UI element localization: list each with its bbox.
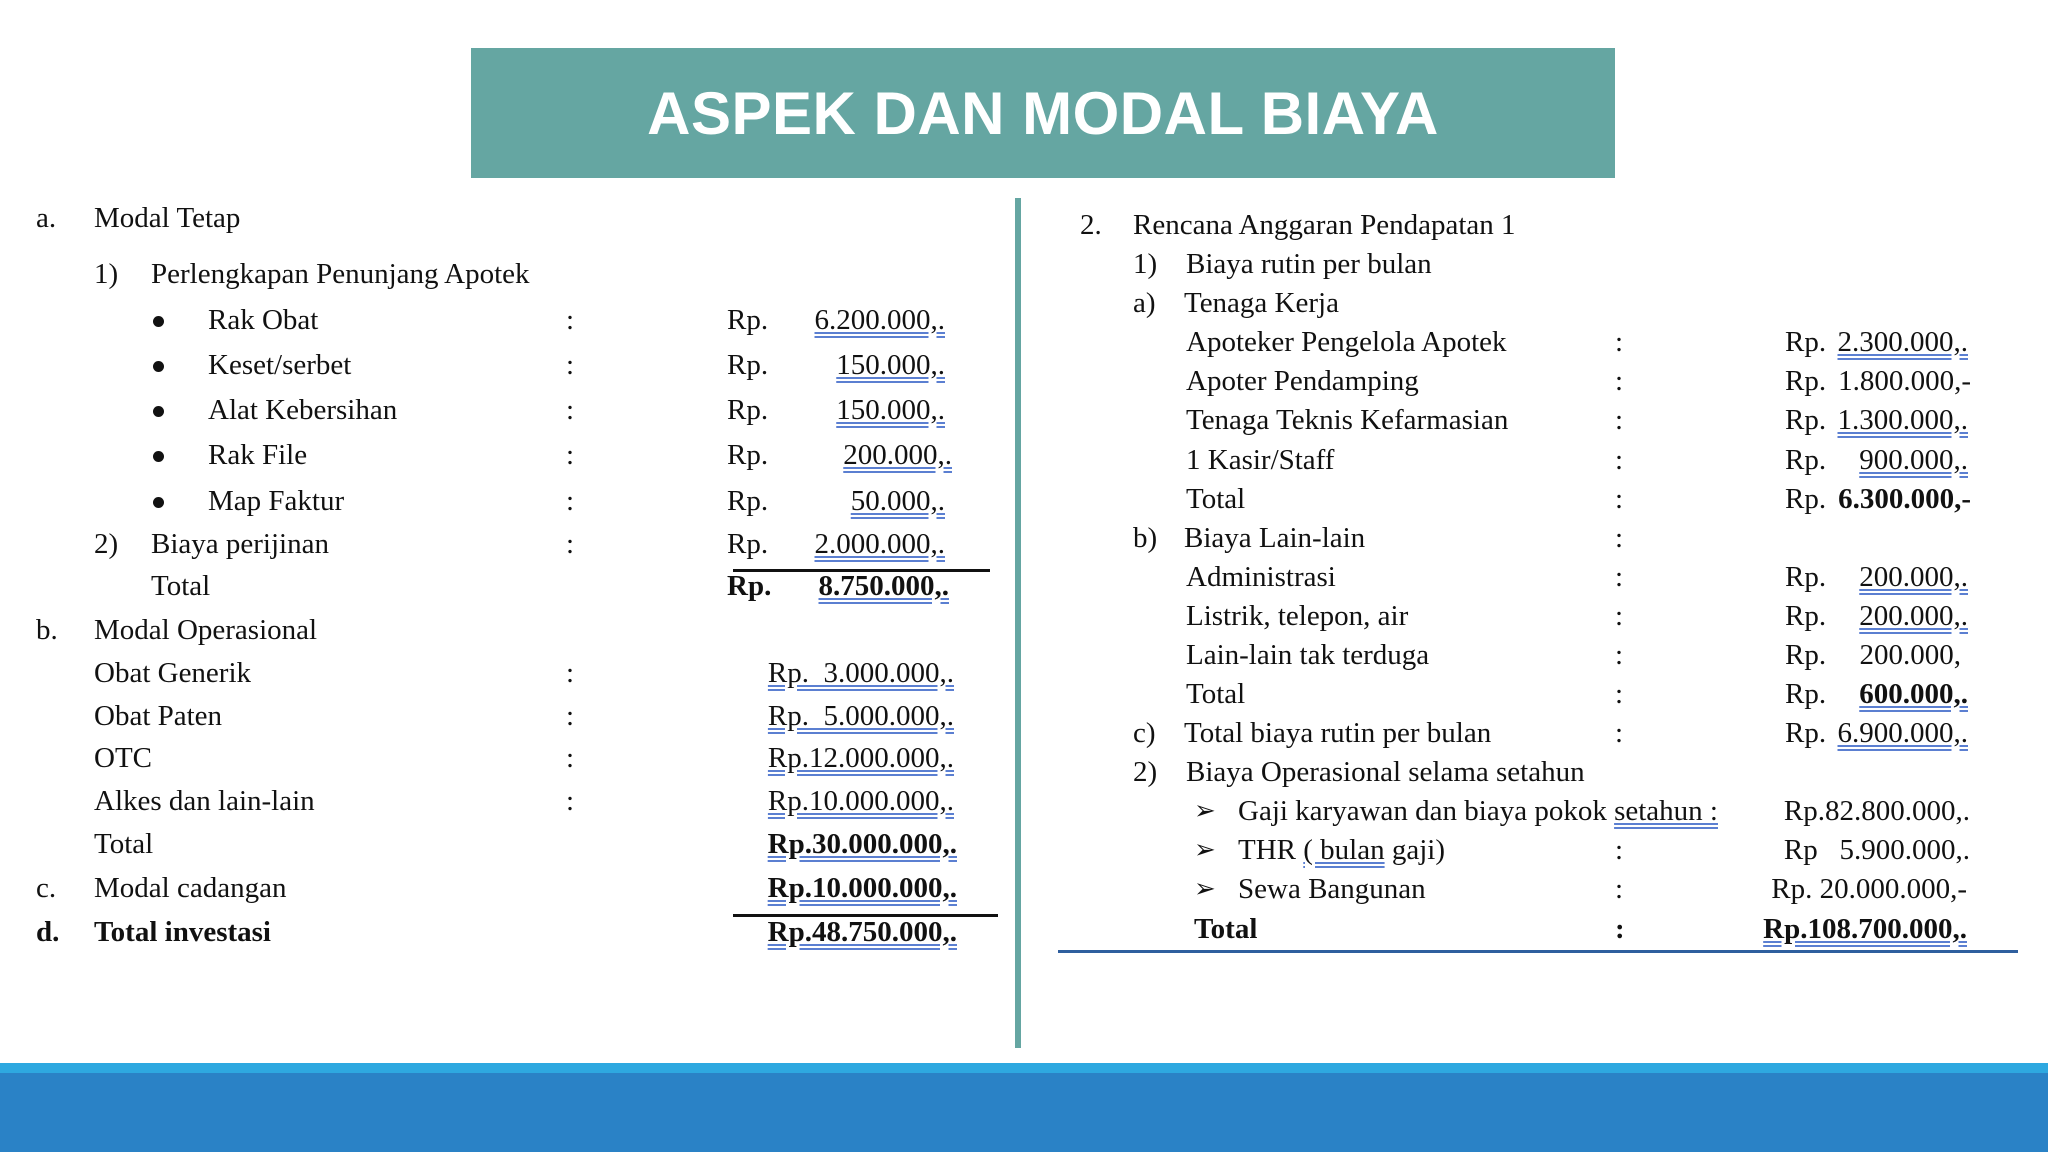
tenaga-value: 900.000,. [1859,444,1968,476]
bullet-colon: : [566,394,575,426]
bullet-rp: Rp. [727,485,769,517]
b-item-colon: : [566,657,575,689]
b-item-label: Obat Generik [94,657,252,689]
bullet-dot [153,451,164,462]
item-1-marker: 1) [1133,248,1158,280]
item-a-label: Tenaga Kerja [1184,287,1339,319]
lain-rp: Rp. [1785,561,1827,593]
item-a2-label: Biaya perijinan [151,528,329,560]
section-a-marker: a. [36,202,57,234]
item-c-rp: Rp. [1785,717,1827,749]
bullet-dot [153,361,164,372]
bullet-value: 50.000,. [850,485,945,517]
footer-accent-line [0,1063,2048,1073]
op-colon: : [1615,873,1624,905]
op-value: Rp 5.900.000,. [1783,834,1970,866]
item-c-marker: c) [1133,717,1156,749]
b-item-value: Rp.12.000.000,. [767,742,954,774]
tenaga-rp: Rp. [1785,483,1827,515]
lain-value: 200.000,. [1859,561,1968,593]
lain-total-label: Total [1186,678,1246,710]
tenaga-colon: : [1615,326,1624,358]
b-item-label: OTC [94,742,152,774]
bullet-label: Rak File [208,439,308,471]
bullet-rp: Rp. [727,439,769,471]
total-rule [1058,950,2018,953]
tenaga-label: Apoter Pendamping [1186,365,1419,397]
lain-value: 200.000, [1859,639,1961,671]
bullet-value: 200.000,. [843,439,952,471]
item-a1-marker: 1) [94,258,119,290]
bullet-colon: : [566,439,575,471]
bullet-label: Alat Kebersihan [208,394,398,426]
bullet-colon: : [566,304,575,336]
a-total-label: Total [151,570,211,602]
a-total-rp: Rp. [727,570,772,602]
tenaga-label: Tenaga Teknis Kefarmasian [1186,404,1509,436]
item-a2-colon: : [566,528,575,560]
page-title: ASPEK DAN MODAL BIAYA [647,79,1439,147]
section-2-marker: 2. [1080,209,1102,241]
op-label [1238,833,1445,867]
op-label-part: Gaji karyawan dan biaya pokok [1238,795,1615,827]
section-c-marker: c. [36,872,57,904]
item-c-label: Total biaya rutin per bulan [1184,717,1492,749]
item-b-marker: b) [1133,522,1158,554]
op-value: Rp. 20.000.000,- [1771,873,1967,905]
section-2-label: Rencana Anggaran Pendapatan 1 [1133,209,1516,241]
op-label-part: gaji) [1384,834,1445,866]
item-a2-marker: 2) [94,528,119,560]
tenaga-rp: Rp. [1785,404,1827,436]
b-item-colon: : [566,742,575,774]
op-label-part: setahun : [1614,795,1718,827]
b-item-colon: : [566,785,575,817]
item-b-label: Biaya Lain-lain [1184,522,1366,554]
tenaga-value: 1.800.000,- [1838,365,1971,397]
item-c-value: 6.900.000,. [1837,717,1968,749]
section-b-marker: b. [36,614,58,646]
b-item-label: Obat Paten [94,700,223,732]
section-c-label: Modal cadangan [94,872,287,904]
b-total-value: Rp.30.000.000,. [767,828,957,860]
op-label-part: ( bulan [1303,834,1385,866]
bullet-colon: : [566,349,575,381]
bullet-dot [153,497,164,508]
b-total-label: Total [94,828,154,860]
bullet-label: Keset/serbet [208,349,352,381]
arrow-bullet-icon: ➢ [1194,796,1216,825]
lain-value: 200.000,. [1859,600,1968,632]
tenaga-rp: Rp. [1785,444,1827,476]
tenaga-label: 1 Kasir/Staff [1186,444,1335,476]
tenaga-colon: : [1615,483,1624,515]
bullet-label: Map Faktur [208,485,345,517]
section-c-value: Rp.10.000.000,. [767,872,957,904]
tenaga-value: 1.300.000,. [1837,404,1968,436]
section-d-value: Rp.48.750.000,. [767,916,957,948]
lain-rp: Rp. [1785,678,1827,710]
lain-colon: : [1615,561,1624,593]
b-item-colon: : [566,700,575,732]
tenaga-rp: Rp. [1785,326,1827,358]
op-total-value: Rp.108.700.000,. [1763,913,1967,945]
op-label [1238,794,1718,828]
bullet-value: 6.200.000,. [814,304,945,336]
op-value: Rp.82.800.000,. [1783,795,1970,827]
lain-label: Listrik, telepon, air [1186,600,1409,632]
op-label: Sewa Bangunan [1238,873,1426,905]
bullet-rp: Rp. [727,394,769,426]
op-label-part: THR [1238,834,1304,866]
section-a-label: Modal Tetap [94,202,241,234]
tenaga-colon: : [1615,444,1624,476]
tenaga-value: 2.300.000,. [1837,326,1968,358]
lain-label: Lain-lain tak terduga [1186,639,1430,671]
section-b-label: Modal Operasional [94,614,318,646]
item-a1-label: Perlengkapan Penunjang Apotek [151,258,530,290]
b-item-value: Rp. 3.000.000,. [767,657,954,689]
bullet-rp: Rp. [727,349,769,381]
tenaga-total-value: 6.300.000,- [1838,483,1971,515]
bullet-dot [153,406,164,417]
item-1-label: Biaya rutin per bulan [1186,248,1432,280]
column-divider [1015,198,1021,1048]
lain-colon: : [1615,678,1624,710]
arrow-bullet-icon: ➢ [1194,835,1216,864]
a-total-value: 8.750.000,. [818,570,949,602]
item-c-colon: : [1615,717,1624,749]
bullet-value: 150.000,. [836,349,945,381]
tenaga-rp: Rp. [1785,365,1827,397]
footer-band [0,1073,2048,1152]
lain-total-value: 600.000,. [1859,678,1968,710]
tenaga-label: Apoteker Pengelola Apotek [1186,326,1507,358]
lain-colon: : [1615,600,1624,632]
b-item-value: Rp.10.000.000,. [767,785,954,817]
item-2-label: Biaya Operasional selama setahun [1186,756,1585,788]
lain-rp: Rp. [1785,600,1827,632]
op-total-label: Total [1194,913,1258,945]
lain-label: Administrasi [1186,561,1336,593]
section-d-label: Total investasi [94,916,271,948]
section-d-marker: d. [36,916,60,948]
bullet-dot [153,316,164,327]
b-item-label: Alkes dan lain-lain [94,785,315,817]
bullet-colon: : [566,485,575,517]
bullet-label: Rak Obat [208,304,319,336]
op-total-colon: : [1615,913,1625,945]
bullet-rp: Rp. [727,304,769,336]
item-a-marker: a) [1133,287,1156,319]
op-colon: : [1615,834,1624,866]
item-b-colon: : [1615,522,1624,554]
item-2-marker: 2) [1133,756,1158,788]
item-a2-value: 2.000.000,. [814,528,945,560]
bullet-value: 150.000,. [836,394,945,426]
item-a2-rp: Rp. [727,528,769,560]
lain-colon: : [1615,639,1624,671]
b-item-value: Rp. 5.000.000,. [767,700,954,732]
title-banner [471,48,1615,178]
lain-rp: Rp. [1785,639,1827,671]
arrow-bullet-icon: ➢ [1194,874,1216,903]
tenaga-colon: : [1615,404,1624,436]
tenaga-total-label: Total [1186,483,1246,515]
tenaga-colon: : [1615,365,1624,397]
